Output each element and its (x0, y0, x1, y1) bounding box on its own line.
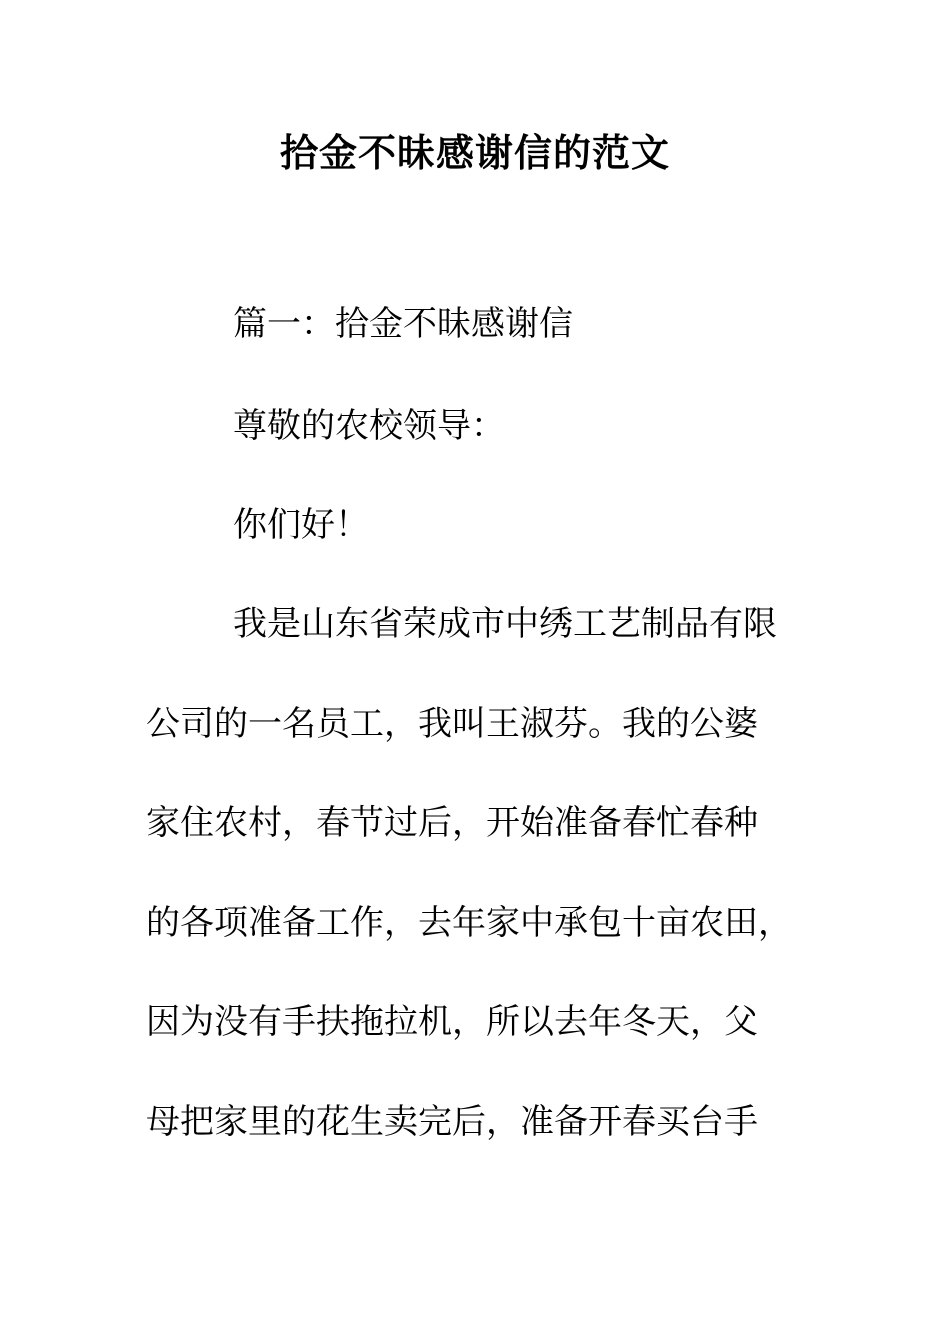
body-line-4: 的各项准备工作，去年家中承包十亩农田， (146, 903, 792, 943)
body-line-6: 母把家里的花生卖完后，准备开春买台手 (146, 1102, 758, 1142)
body-line-3: 家住农村，春节过后，开始准备春忙春种 (146, 803, 758, 843)
greeting: 你们好！ (233, 505, 369, 545)
body-line-2: 公司的一名员工，我叫王淑芬。我的公婆 (146, 704, 758, 744)
body-line-5: 因为没有手扶拖拉机，所以去年冬天，父 (146, 1002, 758, 1042)
section-heading: 篇一：拾金不昧感谢信 (233, 304, 573, 344)
salutation: 尊敬的农校领导： (233, 406, 505, 446)
body-line-1: 我是山东省荣成市中绣工艺制品有限 (233, 604, 777, 644)
document-title: 拾金不昧感谢信的范文 (279, 130, 670, 175)
